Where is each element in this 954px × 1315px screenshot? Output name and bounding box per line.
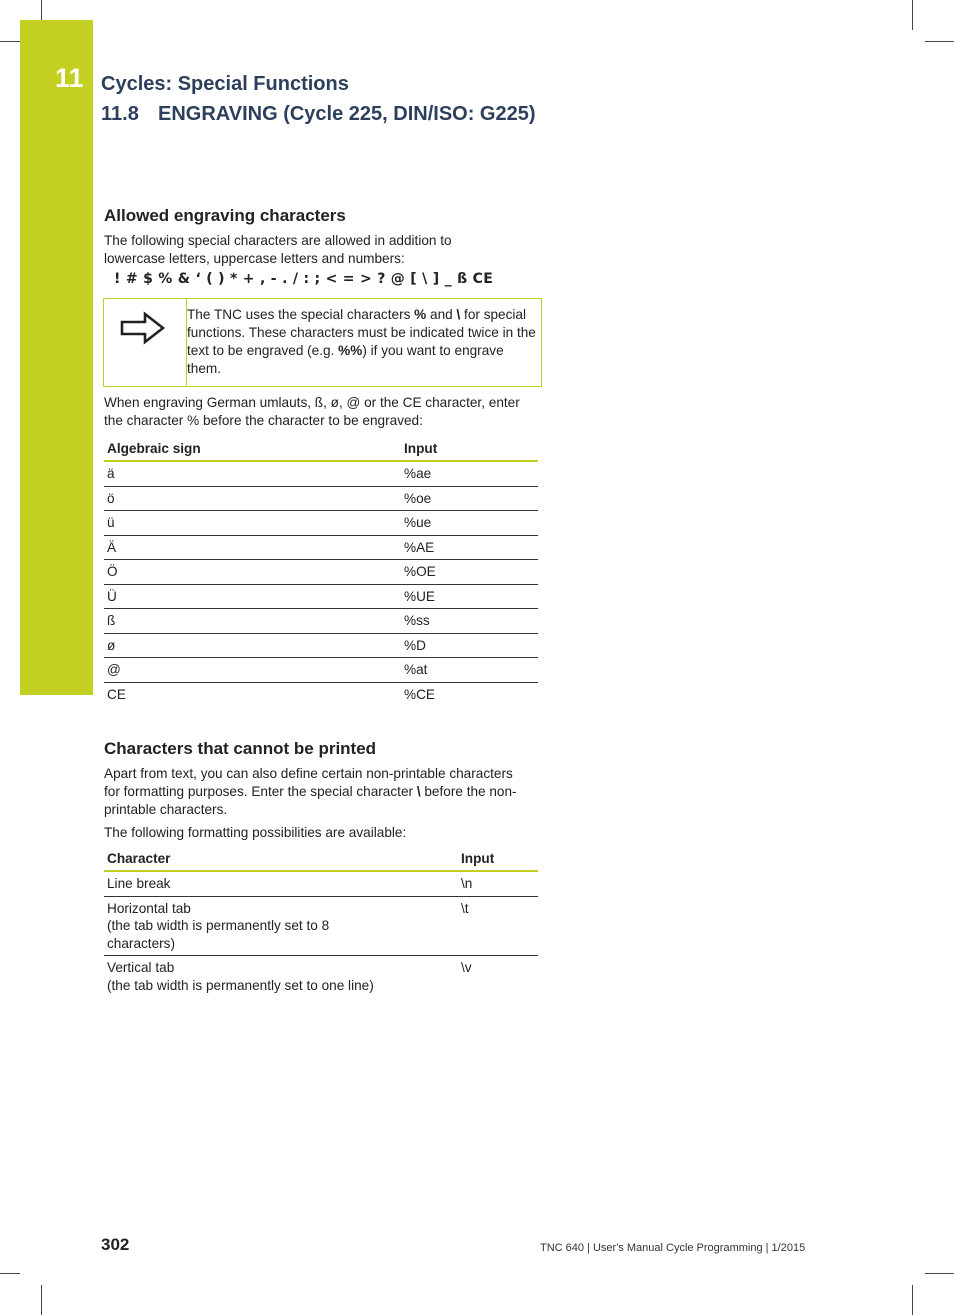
footer-text: TNC 640 | User's Manual Cycle Programming | 1/2015	[540, 1242, 806, 1254]
cell-sign: Ü	[104, 584, 401, 609]
table-header: Algebraic sign	[104, 435, 401, 461]
table-row	[104, 535, 538, 560]
cell-input: %ue	[401, 511, 538, 536]
cell-input: %at	[401, 658, 538, 683]
note-box	[103, 298, 542, 387]
cell-sign: ü	[104, 511, 401, 536]
table-row	[104, 560, 538, 585]
cell-character	[104, 896, 458, 956]
table-header: Input	[458, 845, 538, 871]
cell-input: \v	[458, 956, 538, 998]
crop-mark	[0, 1273, 20, 1274]
allowed-heading: Allowed engraving characters	[104, 206, 346, 225]
cell-sign: Ä	[104, 535, 401, 560]
table-header: Character	[104, 845, 458, 871]
table-header: Input	[401, 435, 538, 461]
cell-input: %D	[401, 633, 538, 658]
cell-sign: ø	[104, 633, 401, 658]
table-row	[104, 682, 538, 706]
cell-sign: ä	[107, 466, 115, 481]
cell-sign: Ö	[104, 560, 401, 585]
crop-mark	[912, 1285, 913, 1315]
allowed-intro: The following special characters are allowed in addition to lowercase letters, uppercase letters and numbers:	[104, 233, 452, 266]
character-title: Line break	[107, 876, 171, 891]
cell-input: %ss	[401, 609, 538, 634]
umlaut-text: When engraving German umlauts, ß, ø, @ or the CE character, enter the character % before the character to be engraved:	[104, 395, 520, 428]
cell-sign: ß	[104, 609, 401, 634]
section-name: ENGRAVING (Cycle 225, DIN/ISO: G225)	[158, 103, 536, 125]
table-row	[104, 584, 538, 609]
table-row	[104, 956, 538, 998]
nonprint-available: The following formatting possibilities are available:	[104, 825, 407, 840]
note-icon-cell	[104, 299, 187, 386]
cell-sign: CE	[104, 682, 401, 706]
chapter-title: Cycles: Special Functions	[101, 73, 349, 95]
cell-sign: @	[104, 658, 401, 683]
table-row	[104, 486, 538, 511]
table-row	[104, 633, 538, 658]
table-row	[104, 871, 538, 896]
nonprint-table	[104, 845, 538, 997]
chapter-sidebar	[20, 20, 93, 695]
section-title	[101, 103, 536, 126]
table-row	[104, 896, 538, 956]
cell-input: %AE	[401, 535, 538, 560]
umlaut-table	[104, 435, 538, 706]
nonprint-heading: Characters that cannot be printed	[104, 739, 377, 758]
cell-input: %UE	[401, 584, 538, 609]
cell-input: %ae	[404, 466, 432, 481]
section-number: 11.8	[101, 103, 139, 125]
note-text: The TNC uses the special characters % and \ for special functions. These characters must be indicated twice in the text to be engraved (e.g. %%) if you want to engrave them.	[187, 307, 536, 376]
crop-mark	[925, 41, 954, 42]
cell-input: %oe	[401, 486, 538, 511]
character-title: Horizontal tab	[107, 900, 191, 916]
crop-mark	[0, 41, 20, 42]
chapter-number: 11	[55, 63, 84, 93]
allowed-characters: ! # $ % & ‘ ( ) * + , - . / : ; < = > ? @ [ \ ] _ ß CE	[114, 271, 494, 287]
table-row	[104, 658, 538, 683]
crop-mark	[41, 1285, 42, 1315]
cell-input: \n	[461, 876, 473, 891]
page-number: 302	[101, 1235, 130, 1254]
cell-input: %OE	[401, 560, 538, 585]
character-detail: (the tab width is permanently set to one line)	[107, 977, 374, 993]
character-title: Vertical tab	[107, 960, 175, 975]
character-detail: (the tab width is permanently set to 8 characters)	[107, 918, 330, 951]
crop-mark	[925, 1273, 954, 1274]
table-row	[104, 609, 538, 634]
crop-mark	[41, 0, 42, 20]
cell-sign: ö	[104, 486, 401, 511]
cell-input: %CE	[401, 682, 538, 706]
nonprint-intro: Apart from text, you can also define certain non-printable characters for formatting purposes. Enter the special character \ before the non-printable characters.	[104, 766, 517, 817]
arrow-right-icon	[119, 311, 167, 347]
crop-mark	[912, 0, 913, 30]
cell-character	[104, 871, 458, 896]
cell-input: \t	[458, 896, 538, 956]
table-row	[104, 511, 538, 536]
table-row	[104, 461, 538, 486]
cell-character	[104, 956, 458, 998]
